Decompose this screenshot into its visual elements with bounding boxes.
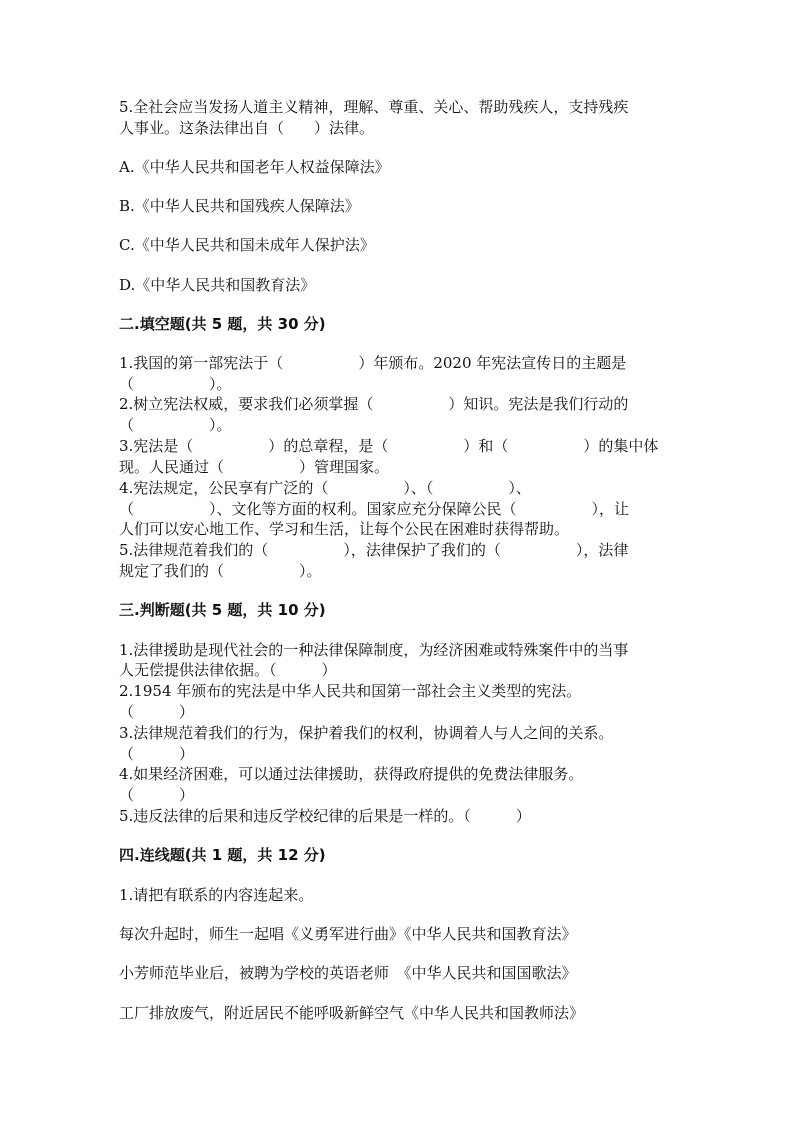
s4-line-4: 工厂排放废气，附近居民不能呼吸新鲜空气《中华人民共和国教师法》 [119, 1004, 585, 1022]
s3-line-8: （ ） [119, 786, 195, 804]
s2-line-11: 规定了我们的（ ）。 [119, 562, 322, 580]
s3-line-9: 5.违反法律的后果和违反学校纪律的后果是一样的。（ ） [119, 807, 531, 825]
s4-line-3: 小芳师范毕业后，被聘为学校的英语老师 《中华人民共和国国歌法》 [119, 964, 577, 982]
s3-line-4: （ ） [119, 703, 195, 721]
s2-line-2: （ ）。 [119, 375, 232, 393]
s3-line-1: 1.法律援助是现代社会的一种法律保障制度，为经济困难或特殊案件中的当事 [119, 641, 629, 659]
q5-option-a: A.《中华人民共和国老年人权益保障法》 [119, 158, 390, 176]
s2-line-8: （ ）、文化等方面的权利。国家应充分保障公民（ ），让 [119, 500, 630, 518]
section-3-title: 三.判断题(共 5 题，共 10 分) [119, 601, 326, 619]
s3-line-6: （ ） [119, 745, 195, 763]
s3-line-2: 人无偿提供法律依据。（ ） [119, 661, 337, 679]
q5-option-d: D.《中华人民共和国教育法》 [119, 276, 316, 294]
s2-line-9: 人们可以安心地工作、学习和生活，让每个公民在困难时获得帮助。 [119, 520, 570, 538]
s2-line-4: （ ）。 [119, 416, 232, 434]
s3-line-5: 3.法律规范着我们的行为，保护着我们的权利，协调着人与人之间的关系。 [119, 724, 614, 742]
s3-line-3: 2.1954 年颁布的宪法是中华人民共和国第一部社会主义类型的宪法。 [119, 682, 582, 700]
q5-option-c: C.《中华人民共和国未成年人保护法》 [119, 236, 375, 254]
s2-line-10: 5.法律规范着我们的（ ），法律保护了我们的（ ），法律 [119, 541, 629, 559]
q5-option-b: B.《中华人民共和国残疾人保障法》 [119, 197, 360, 215]
s4-line-2: 每次升起时，师生一起唱《义勇军进行曲》《中华人民共和国教育法》 [119, 925, 577, 943]
s2-line-7: 4.宪法规定，公民享有广泛的（ ）、（ ）、 [119, 479, 531, 497]
s3-line-7: 4.如果经济困难，可以通过法律援助，获得政府提供的免费法律服务。 [119, 765, 584, 783]
q5-stem-line-2: 人事业。这条法律出自（ ）法律。 [119, 119, 375, 137]
q5-stem-line-1: 5.全社会应当发扬人道主义精神，理解、尊重、关心、帮助残疾人，支持残疾 [119, 98, 629, 116]
s2-line-1: 1.我国的第一部宪法于（ ）年颁布。2020 年宪法宣传日的主题是 [119, 354, 627, 372]
s2-line-5: 3.宪法是（ ）的总章程，是（ ）和（ ）的集中体 [119, 437, 659, 455]
section-2-title: 二.填空题(共 5 题，共 30 分) [119, 315, 326, 333]
s2-line-3: 2.树立宪法权威，要求我们必须掌握（ ）知识。宪法是我们行动的 [119, 395, 629, 413]
s2-line-6: 现。人民通过（ ）管理国家。 [119, 458, 390, 476]
s4-line-1: 1.请把有联系的内容连起来。 [119, 886, 314, 904]
section-4-title: 四.连线题(共 1 题，共 12 分) [119, 846, 326, 864]
